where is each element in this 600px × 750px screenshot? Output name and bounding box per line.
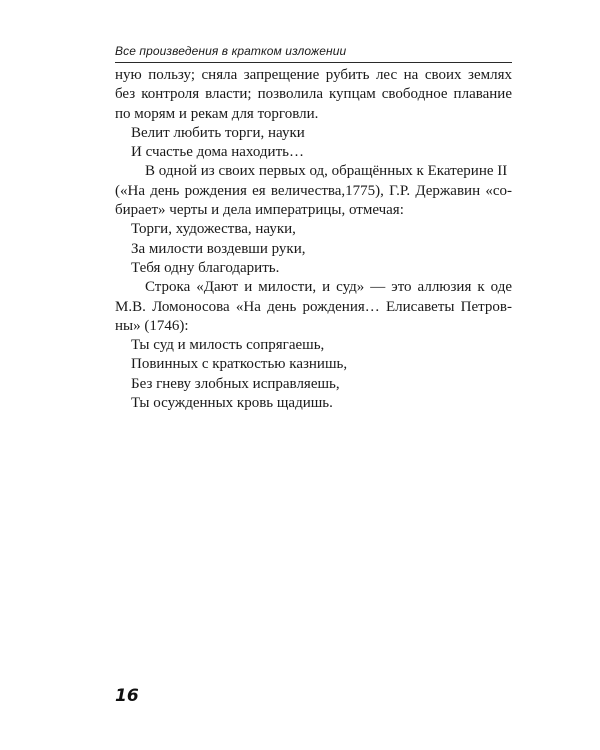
text-line: по морям и рекам для торговли. bbox=[115, 105, 319, 122]
verse-line: Ты осужденных кровь щадишь. bbox=[131, 395, 333, 412]
text-line: В одной из своих первых од, обращённых к Екатерине II bbox=[145, 163, 508, 180]
text-line: ную пользу; сняла запрещение рубить лес на своих землях bbox=[115, 67, 512, 83]
page-number: 16 bbox=[115, 686, 139, 706]
verse-line: Тебя одну благодарить. bbox=[131, 259, 280, 276]
body-text bbox=[115, 66, 512, 413]
text-line: («На день рождения ея величества,1775), Г.Р. Державин «со- bbox=[115, 182, 512, 199]
verse-line: Повинных с краткостью казнишь, bbox=[131, 356, 348, 373]
text-line: М.В. Ломоносова «На день рождения… Елисаветы Петров- bbox=[115, 298, 512, 315]
text-line: ны» (1746): bbox=[115, 317, 189, 334]
text-line: без контроля власти; позволила купцам свободное плавание bbox=[115, 86, 512, 103]
verse-line: И счастье дома находить… bbox=[131, 144, 304, 161]
verse-line: Торги, художества, науки, bbox=[131, 221, 296, 238]
text-line: Строка «Дают и милости, и суд» — это аллюзия к оде bbox=[145, 279, 512, 296]
verse-line: Без гневу злобных исправляешь, bbox=[131, 375, 340, 392]
verse-line: Велит любить торги, науки bbox=[131, 124, 305, 141]
header-rule bbox=[115, 62, 512, 63]
verse-line: За милости воздевши руки, bbox=[131, 240, 306, 257]
text-line: бирает» черты и дела императрицы, отмечая: bbox=[115, 202, 404, 219]
running-header: Все произведения в кратком изложении bbox=[115, 44, 347, 58]
verse-line: Ты суд и милость сопрягаешь, bbox=[131, 337, 325, 354]
